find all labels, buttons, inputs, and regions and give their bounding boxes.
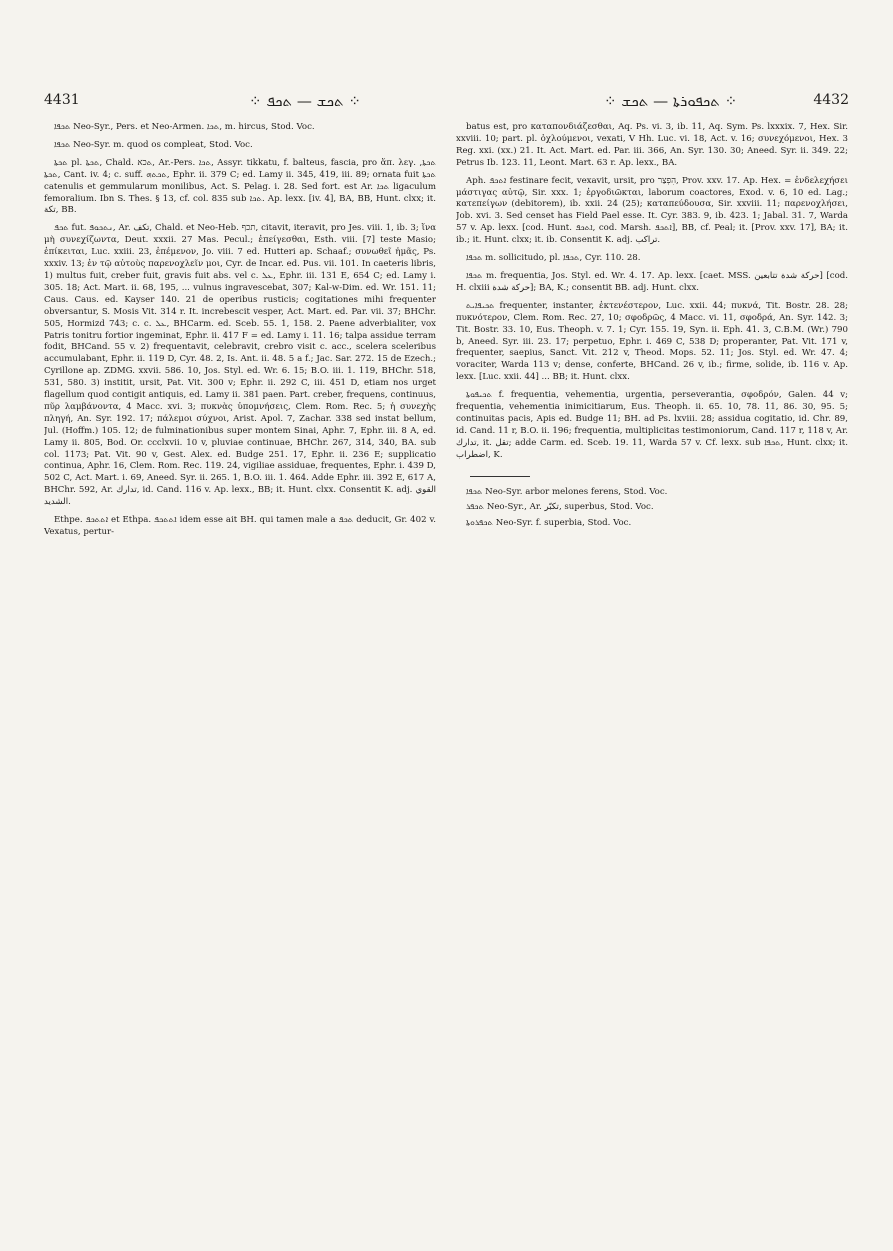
entry-paragraph: ܬܟܦܪܘܬܐ Neo-Syr. f. superbia, Stod. Voc. — [466, 518, 632, 529]
entry-paragraph: batus est, pro καταπονδιάζεσθαι, Aq. Ps. vi. 3, ib. 11, Aq. Sym. Ps. lxxxix. 7, Hex. Sir. xxviii. 10; part. pl. ὀχλούμενοι, vexati, V Hh. Luc. vi. 18, Act. v. 16; συνεχόμενοι, Hex. 3 Reg. xxi. (xx.) 21. It. Act. Mart. ed. Par. iii. 366, An. Syr. 130. 30; Aneed. Syr. ii. 349. 22; Petrus Ib. 123. 11, Leont. Mart. 63 r. Ap. lexx., BA. — [456, 122, 848, 168]
entry-paragraph: Ethpe. ܐܬܬܟܦ et Ethpa. ܐܬܬܟܦ idem esse ait BH. qui tamen male a ܬܟܦ deducit, Gr. 402 v. Vexatus, pertur- — [44, 515, 436, 537]
entry-paragraph: ܬܟܝܦܐܝܬ frequenter, instanter, ἐκτενέστερον, Luc. xxii. 44; πυκνά, Tit. Bostr. 28. 28; πυκνότερον, Clem. Rom. Rec. 27, 10; σφοδρῶς, 4 Macc. vi. 11, σφοδρά, An. Syr. 142. 3; Tit. Bostr. 33. 10, Eus. Theoph. v. 7. 1; Cyr. 155. 19, Syn. ii. Eph. 41. 3, C.B.M. (Wr.) 790 b, Aneed. Syr. iii. 23. 17; perpetuo, Ephr. i. 469 C, 538 D; properanter, Pat. Vit. 171 v, frequenter, saepius, Sanct. Vit. 212 v, Theod. Mops. 52. 11; Jos. Styl. ed. Wr. 47. 4; voraciter, Warda 113 v; dense, conferte, BHCand. 26 v, ib.; firme, solide, ib. 116 v. Ap. lexx. [Luc. xxii. 44] ... BB; it. Hunt. clxx. — [456, 300, 848, 383]
running-head-right: ⁘ ܬܟܦܘܪܬܐ — ܬܟܫ ⁘ — [604, 92, 738, 110]
running-head-left: ⁘ ܬܟܫ — ܬܟܦ ⁘ — [249, 92, 361, 110]
page-number-right: 4432 — [813, 92, 849, 108]
entry-paragraph: ܬܟܝܦܘܬܐ f. frequentia, vehementia, urgentia, perseverantia, σφοδρόν, Galen. 44 v; frequentia, vehementia inimicitiarum, Eus. Theoph. ii. 65. 10, 78. 11, 86. 30, 95. 5; continuitas pacis, Apis ed. Budge 11; BH. ad Ps. lxviii. 28; assidua cogitatio, id. Chr. 89, id. Cand. 11 r, B.O. ii. 196; frequentia, multiplicitas testimoniorum, Cand. 117 r, 118 v, Ar. تدارك, it. تقل; adde Carm. ed. Sceb. 19. 11, Warda 57 v. Cf. lexx. sub ܬܟܦܐ, Hunt. clxx; it. اضطراب, K. — [456, 390, 848, 460]
left-column — [44, 122, 436, 1211]
entry-paragraph: ܬܟܬܐ pl. ܬܟܬܐ, Chald. ܬכא, Ar.-Pers. ܬܟܐ, Assyr. tikkatu, f. balteus, fascia, pro ἅπ. λεγ. ܬܟܬܐ, ܬܟܬܐ, Cant. iv. 4; c. suff. ܬܟܬܗ, Ephr. ii. 379 C; ed. Lamy ii. 345, 419, iii. 89; ornata fuit ܬܟܬܐ catenulis et gemmularum monilibus, Act. S. Pelag. i. 28. Sed fort. est Ar. ܬܟܐ ligaculum femoralium. Ibn S. Thes. § 13, cf. col. 835 sub ܬܟܐ. Ap. lexx. [iv. 4], BA, BB, Hunt. clxx; it. تكة, BB. — [44, 157, 436, 216]
entry-paragraph: Aph. ܐܬܟܦ festinare fecit, vexavit, ursit, pro הִפְצַר, Prov. xxv. 17. Ap. Hex. = ἐνδελεχήσει μάστιγας αὐτῷ, Sir. xxx. 1; ἐργοδιῶκται, laborum coactores, Exod. v. 6, 10 ed. Lag.; κατεπείγων (debitorem), ib. xxii. 24 (25); καταπεύδουσα, Sir. xxviii. 11; παρενοχλήσει, Job. xvi. 3. Sed censet has Field Pael esse. It. Cyr. 383. 9, ib. 423. 1; Jabal. 31. 7, Warda 57 v. Ap. lexx. [cod. Hunt. ܐܬܟܦ, cod. Marsh. ܐܬܟܦ], BB, cf. Peal; it. [Prov. xxv. 17], BA; it. ib.; it. Hunt. clxx; it. ib. Consentit K. adj. تراكب. — [456, 175, 848, 246]
entry-paragraph: ܬܟܦܐ Neo-Syr. arbor melones ferens, Stod. Voc. — [466, 486, 668, 497]
section-divider — [470, 476, 530, 477]
small-entries — [456, 487, 848, 531]
page-number-left: 4431 — [44, 92, 80, 108]
entry-paragraph: ܬܟܦܐ m. sollicitudo, pl. ܬܟܦܐ, Cyr. 110. 28. — [466, 253, 641, 264]
entry-paragraph: ܬܟܦܐ m. frequentia, Jos. Styl. ed. Wr. 4. 17. Ap. lexx. [caet. MSS. حركة شدة تتابعين] [cod. H. clxiii حركة شدة]; BA, K.; consentit BB. adj. Hunt. clxx. — [456, 270, 848, 293]
entry-paragraph: ܬܟܦܐ Neo-Syr. m. quod os compleat, Stod. Voc. — [54, 139, 253, 150]
entry-paragraph: ܬܟܦ fut. ܢܬܟܘܦ, Ar. تكف, Chald. et Neo-Heb. תכף, citavit, iteravit, pro Jes. viii. 1, ib. 3; ἵνα μὴ συνεχίζωντα, Deut. xxxii. 27 Mas. Pecul.; ἐπείγεσθαι, Esth. viii. [7] teste Masio; ἐπίκειται, Luc. xxiii. 23, ἐπέμενον, Jo. viii. 7 ed. Hutteri ap. Schaaf.; συνωθεῖ ἡμᾶς, Ps. xxxiv. 13; ἐν τῷ αὐτοὺς παρενοχλεῖν μοι, Cyr. de Incar. ed. Pus. vii. 101. In caeteris libris, 1) multus fuit, creber fuit, gravis fuit abs. vel c. ܥܠ, Ephr. iii. 131 E, 654 C; ed. Lamy i. 305. 18; Act. Mart. ii. 68, 195, ... vulnus ingravescebat, 307; Kal-w-Dim. ed. Wr. 151. 11; Caus. Caus. ed. Kayser 140. 21 de operibus rusticis; cogitationes mihi frequenter obversantur, S. Mosis Vit. 314 r. It. increbescit vesper, Act. Mart. ed. Par. vii. 37; BHChr. 505, Hormizd 743; c. c. ܥܠ, BHCarm. ed. Sceb. 55. 1, 158. 2. Paene adverbialiter, vox Patris tonitru fortior ingeminat, Ephr. ii. 417 F = ed. Lamy i. 11. 16; talpa assidue terram fodit, BHCand. 55 v. 2) frequentavit, celebravit, crebro visit c. acc., scelera sceleribus accumulabant, Ephr. ii. 119 D, Cyr. 48. 2, Is. Ant. ii. 48. 5 a f.; Jac. Sar. 272. 15 de Ezech.; Cyrillone ap. ZDMG. xxvii. 586. 10, Jos. Styl. ed. Wr. 6. 15; B.O. iii. 1. 119, BHChr. 518, 531, 580. 3) institit, ursit, Pat. Vit. 300 v; Ephr. ii. 292 C, iii. 451 D, etiam nos urget flagellum quod contigit antiquis, ed. Lamy ii. 381 paen. Part. creber, frequens, continuus, πῦρ λαμβάνοντα, 4 Macc. xvi. 3; πυκνὰς ὑπομνήσεις, Clem. Rom. Rec. 5; ἡ συνεχὴς πληγή, An. Syr. 192. 17; πάλεμοι σύχνοι, Arist. Apol. 7, Zachar. 338 sed instat bellum, Jul. (Hoffm.) 105. 12; de fulminationibus super montem Sinai, Aphr. 7, Ephr. iii. 8 A, ed. Lamy ii. 805, Bod. Or. ccclxvii. 10 v, pluviae continuae, BHChr. 267, 314, 340, BA. sub col. 1173; Pat. Vit. 90 v, Gest. Alex. ed. Budge 251. 17, Ephr. ii. 236 E; supplicatio continua, Aphr. 16, Clem. Rom. Rec. 119. 24, vigiliae assiduae, frequentes, Ephr. i. 439 D, 502 C, Act. Mart. i. 69, Aneed. Syr. ii. 265. 1, B.O. iii. 1. 464. Adde Ephr. iii. 392 E, 617 A, BHChr. 592, Ar. تدارك, id. Cand. 116 v. Ap. lexx., BB; it. Hunt. clxx. Consentit K. adj. القوي الشديد. — [44, 223, 436, 508]
entry-paragraph: ܬܟܦܪ Neo-Syr., Ar. تكبّر, superbus, Stod. Voc. — [466, 502, 654, 513]
entry-paragraph: ܬܟܦܐ Neo-Syr., Pers. et Neo-Armen. ܬܟܐ, m. hircus, Stod. Voc. — [54, 122, 315, 132]
right-column — [456, 122, 848, 1211]
page-header — [44, 92, 849, 114]
